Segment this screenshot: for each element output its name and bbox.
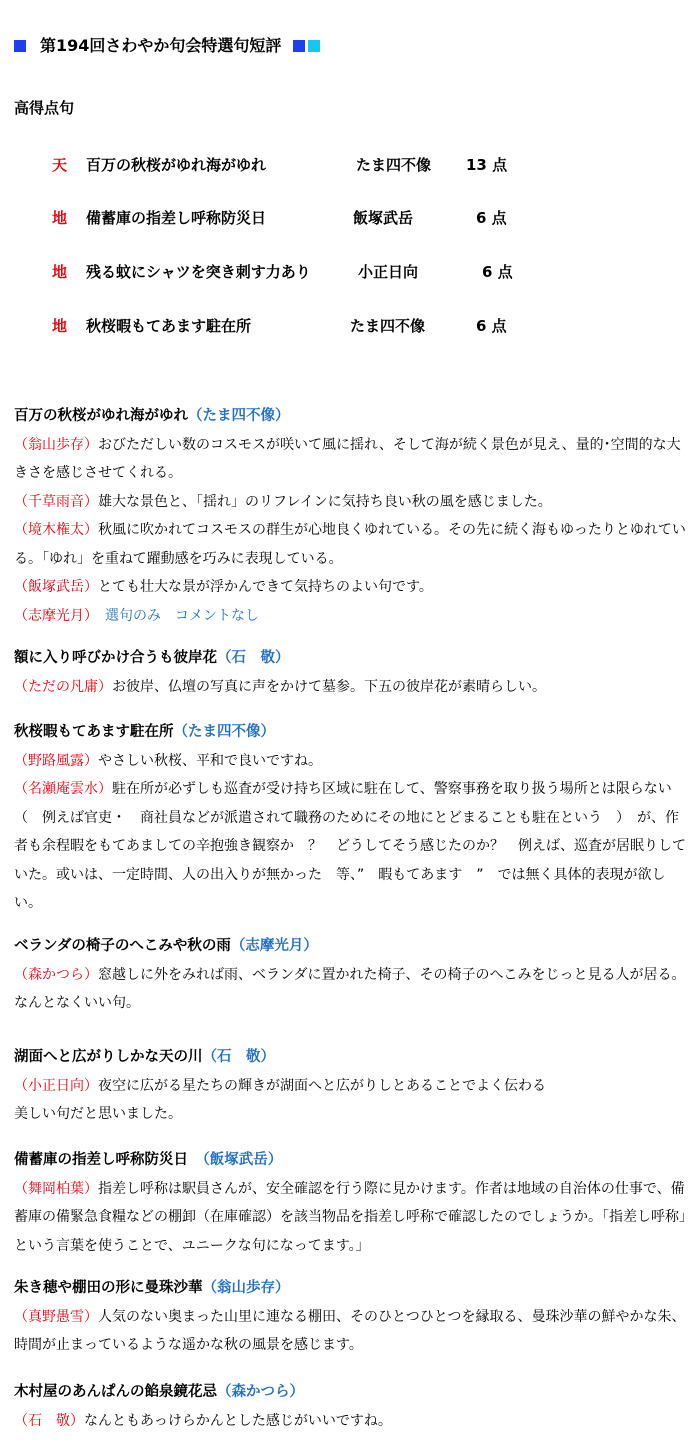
comment-text: 夜空に広がる星たちの輝きが湖面へと広がりしとあることでよく伝わる: [98, 1077, 546, 1094]
review-heading: [14, 932, 690, 961]
review-heading: [14, 1274, 690, 1303]
review-block: [14, 1274, 690, 1360]
author-name: （森かつら）: [217, 1384, 304, 1400]
rank-label: 天: [52, 156, 68, 174]
comment-text: 指差し呼称は駅員さんが、安全確認を行う際に見かけます。作者は地域の自治体の仕事で、備蓄庫の備緊急食糧などの棚卸（在庫確認）を該当物品を指差し呼称で確認したのでしょうか。「指差し呼称」という言葉を使うことで、ユニークな句になってます。」: [14, 1180, 686, 1254]
haiku-text: 秋桜暇もてあます駐在所: [14, 724, 174, 740]
comment-text: 人気のない奥まった山里に連なる棚田、そのひとつひとつを縁取る、曼珠沙華の鮮やかな朱、時間が止まっているような遥かな秋の風景を感じます。: [14, 1308, 686, 1353]
haiku-text: 百万の秋桜がゆれ海がゆれ: [86, 156, 267, 174]
commenter-name: （舞岡柏葉）: [14, 1180, 98, 1197]
comment: [14, 516, 690, 573]
commenter-name: （小正日向）: [14, 1077, 98, 1094]
author-name: （石 敬）: [202, 1049, 275, 1065]
commenter-name: （翁山歩存）: [14, 436, 98, 453]
haiku-text: 湖面へと広がりしかな天の川: [14, 1049, 203, 1065]
commenter-name: （森かつら）: [14, 966, 98, 983]
author-name: 小正日向: [358, 263, 419, 281]
author-name: （飯塚武岳）: [202, 1152, 283, 1168]
comment-text: 美しい句だと思いました。: [14, 1106, 182, 1122]
commenter-name: （飯塚武岳）: [14, 579, 98, 595]
comment-text: 秋風に吹かれてコスモスの群生が心地良くゆれている。その先に続く海もゆったりとゆれている。「ゆれ」を重ねて躍動感を巧みに表現している。: [14, 522, 686, 567]
commenter-name: （千草雨音）: [14, 493, 98, 510]
review-heading: [14, 1378, 690, 1407]
comment-text: 窓越しに外をみれば雨、ベランダに置かれた椅子、その椅子のへこみをじっと見る人が居る。なんとなくいい句。: [14, 966, 686, 1011]
haiku-text: ベランダの椅子のへこみや秋の雨: [14, 938, 231, 954]
author-name: （石 敬）: [217, 650, 290, 666]
review-heading: [14, 644, 690, 673]
commenter-name: （志摩光月）: [14, 607, 91, 624]
review-block: [14, 1043, 690, 1129]
blue-square-icon: [293, 40, 305, 52]
points: 6 点: [476, 209, 507, 227]
review-block: [14, 1146, 690, 1260]
comment-text: やさしい秋桜、平和で良いですね。: [98, 752, 322, 769]
haiku-text: 百万の秋桜がゆれ海がゆれ: [14, 408, 188, 424]
blue-square-icon: [14, 40, 26, 52]
comment: [14, 488, 690, 517]
haiku-text: 備蓄庫の指差し呼称防災日: [86, 209, 267, 227]
author-name: （翁山歩存）: [202, 1280, 290, 1296]
comment: [14, 1072, 690, 1101]
comment-text: おびただしい数のコスモスが咲いて風に揺れ、そして海が続く景色が見え、量的･空間的な大きさを感じさせてくれる。: [14, 436, 681, 481]
haiku-text: 秋桜暇もてあます駐在所: [86, 317, 252, 335]
comment-text: とても壮大な景が浮かんできて気持ちのよい句です。: [98, 579, 433, 595]
section-subtitle: 高得点句: [14, 99, 75, 117]
haiku-text: 残る蚊にシャツを突き刺す力あり: [86, 263, 311, 281]
points: 13 点: [466, 156, 508, 174]
points: 6 点: [476, 317, 507, 335]
review-heading: [14, 1043, 690, 1072]
comment-text: 選句のみ コメントなし: [91, 607, 259, 624]
comment: [14, 1303, 690, 1360]
review-block: [14, 402, 690, 630]
comment: [14, 775, 690, 918]
review-block: [14, 932, 690, 1018]
commenter-name: （真野愚雪）: [14, 1308, 98, 1325]
rank-label: 地: [52, 317, 68, 335]
review-heading: [14, 1146, 690, 1175]
comment: [14, 573, 690, 602]
points: 6 点: [482, 263, 513, 281]
commenter-name: （ただの凡庸）: [14, 678, 112, 695]
commenter-name: （名瀬庵雲水）: [14, 781, 112, 797]
rank-label: 地: [52, 263, 68, 281]
commenter-name: （野路風露）: [14, 752, 98, 769]
author-name: （たま四不像）: [188, 408, 290, 424]
comment: [14, 602, 690, 631]
review-heading: [14, 718, 690, 747]
comment: [14, 1175, 690, 1261]
comment-text: 駐在所が必ずしも巡査が受け持ち区域に駐在して、警察事務を取り扱う場所とは限らない （ 例えば官吏・ 商社員などが派遣されて職務のためにその地にとどまることも駐在という ） が、作者も余程暇をもてあましての辛抱強き観察か ？ どうしてそう感じたのか？ 例えば、巡査が居眠りしていた。或いは、一定時間、人の出入りが無かった 等、” 暇もてあます ” では無く具体的表現が欲しい。: [14, 781, 686, 911]
haiku-text: 備蓄庫の指差し呼称防災日: [14, 1152, 203, 1168]
commenter-name: （石 敬）: [14, 1412, 84, 1429]
comment: [14, 961, 690, 1018]
cyan-square-icon: [308, 40, 320, 52]
haiku-text: 額に入り呼びかけ合うも彼岸花: [14, 650, 217, 666]
review-block: [14, 644, 690, 701]
author-name: たま四不像: [350, 317, 426, 335]
comment: [14, 673, 690, 702]
comment: [14, 431, 690, 488]
author-name: たま四不像: [356, 156, 432, 174]
review-block: [14, 1378, 690, 1435]
page-title-text: 第194回さわやか句会特選句短評: [40, 36, 282, 55]
comment: [14, 1407, 690, 1436]
comment-text: 雄大な景色と、「揺れ」のリフレインに気持ち良い秋の風を感じました。: [98, 493, 552, 510]
haiku-text: 木村屋のあんぱんの餡泉鏡花忌: [14, 1384, 217, 1400]
page-title: [14, 33, 320, 56]
author-name: （志摩光月）: [230, 938, 318, 954]
haiku-text: 朱き穂や棚田の形に曼珠沙華: [14, 1280, 203, 1296]
review-block: [14, 718, 690, 918]
comment: [14, 1100, 690, 1129]
author-name: 飯塚武岳: [353, 209, 414, 227]
comment-text: お彼岸、仏壇の写真に声をかけて墓参。下五の彼岸花が素晴らしい。: [112, 678, 546, 695]
comment: [14, 747, 690, 776]
comment-text: なんともあっけらかんとした感じがいいですね。: [84, 1412, 392, 1429]
commenter-name: （境木権太）: [14, 522, 98, 538]
rank-label: 地: [52, 209, 68, 227]
review-heading: [14, 402, 690, 431]
author-name: （たま四不像）: [173, 724, 275, 740]
